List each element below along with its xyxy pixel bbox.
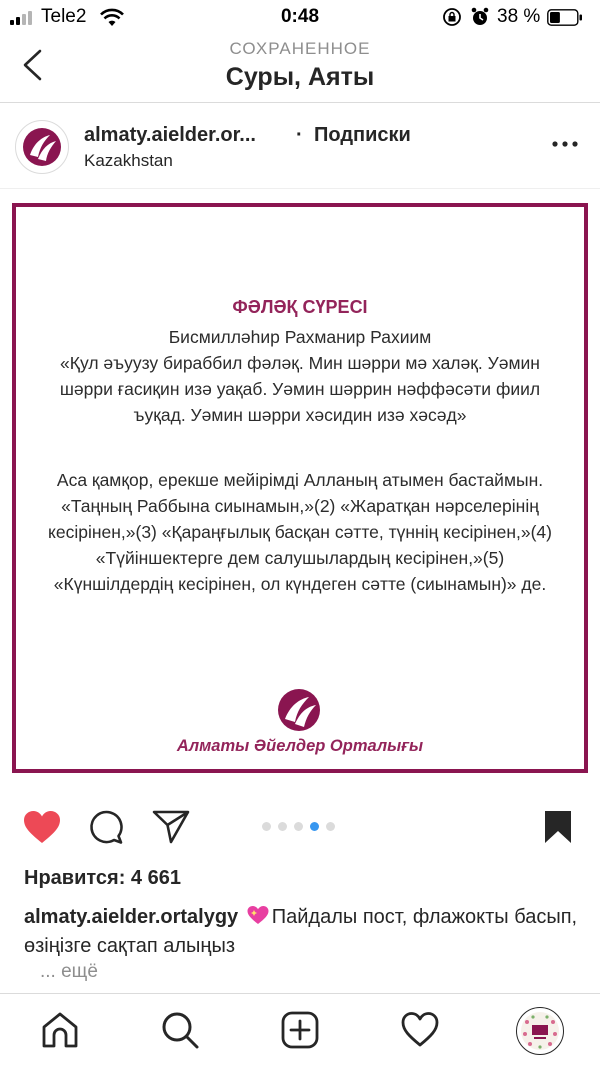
caption-more-link[interactable]: ... ещё bbox=[40, 961, 98, 982]
heart-filled-icon bbox=[24, 811, 60, 843]
add-post-icon bbox=[283, 1013, 317, 1047]
tab-bar-divider bbox=[0, 993, 600, 994]
tab-home[interactable] bbox=[40, 1010, 80, 1050]
status-time: 0:48 bbox=[280, 6, 320, 27]
org-logo-icon bbox=[275, 686, 323, 734]
post-author-avatar[interactable] bbox=[15, 120, 69, 174]
carousel-dot bbox=[326, 822, 335, 831]
alarm-icon bbox=[471, 7, 489, 27]
comment-button[interactable] bbox=[88, 809, 124, 845]
battery-percent: 38 % bbox=[497, 6, 541, 27]
carousel-dot bbox=[294, 822, 303, 831]
activity-heart-icon bbox=[403, 1014, 437, 1046]
sura-bismillah: Бисмилләһир Рахманир Рахиим bbox=[168, 327, 432, 347]
likes-count[interactable]: Нравится: 4 661 bbox=[24, 867, 181, 889]
separator-dot: · bbox=[296, 124, 303, 146]
org-name: Алматы Әйелдер Орталығы bbox=[176, 737, 424, 755]
search-icon bbox=[164, 1014, 197, 1047]
page-title: Суры, Аяты bbox=[225, 63, 375, 91]
bookmark-filled-icon bbox=[545, 811, 571, 843]
share-button[interactable] bbox=[152, 809, 190, 845]
header-divider bbox=[0, 102, 600, 103]
tab-search[interactable] bbox=[160, 1010, 200, 1050]
caption-text: Пайдалы пост, флажокты басып, өзіңізге сақтап алыңыз bbox=[24, 906, 578, 957]
tab-new-post[interactable] bbox=[280, 1010, 320, 1050]
carousel-dot bbox=[262, 822, 271, 831]
post-header-divider bbox=[0, 188, 600, 189]
sparkling-heart-icon bbox=[246, 905, 270, 925]
comment-icon bbox=[91, 812, 121, 842]
following-button[interactable]: Подписки bbox=[314, 124, 411, 146]
sura-translation: Аса қамқор, ерекше мейірімді Алланың атымен бастаймын. «Таңның Раббына сиынамын,»(2) «Жаратқан нәрселерінің кесірінен,»(3) «Қараңғылық басқан сәтте, түннің кесірінен,»(4) «Түйіншектерге дем салушылардың кесірінен,»(5) «Күншілдердің кесірінен, ол күндеген сәтте (сиынамын)» де. bbox=[48, 470, 552, 594]
tab-profile[interactable] bbox=[516, 1007, 564, 1055]
sura-arabic-transliteration: «Қул әъуузу бираббил фәләқ. Мин шәрри мә халәқ. Уәмин шәрри ғасиқин изә уақаб. Уәмин шәррин нәффәсәти фиил ъуқад. Уәмин шәрри хәсидин изә хәсәд» bbox=[59, 353, 541, 425]
rotation-lock-icon bbox=[442, 7, 462, 27]
header-subtitle: СОХРАНЕННОЕ bbox=[229, 39, 371, 58]
carousel-dot bbox=[310, 822, 319, 831]
tab-activity[interactable] bbox=[400, 1010, 440, 1050]
home-icon bbox=[44, 1014, 76, 1046]
caption-username[interactable]: almaty.aielder.ortalygy bbox=[24, 906, 239, 928]
like-button[interactable] bbox=[22, 809, 62, 845]
more-horizontal-icon bbox=[552, 141, 577, 146]
battery-icon bbox=[547, 9, 583, 26]
post-author-username[interactable]: almaty.aielder.or... bbox=[84, 124, 256, 146]
sura-title: ФӘЛӘҚ СҮРЕСІ bbox=[232, 297, 368, 317]
post-caption bbox=[24, 903, 584, 961]
status-bar bbox=[0, 0, 600, 34]
carousel-indicator bbox=[262, 822, 342, 832]
profile-avatar-icon bbox=[517, 1008, 563, 1054]
save-button[interactable] bbox=[543, 809, 573, 845]
paper-plane-icon bbox=[154, 812, 188, 842]
post-image[interactable] bbox=[12, 203, 588, 773]
carrier-name: Tele2 bbox=[41, 6, 87, 27]
org-logo-icon bbox=[16, 121, 68, 173]
more-options-button[interactable] bbox=[548, 134, 582, 154]
carousel-dot bbox=[278, 822, 287, 831]
post-location[interactable]: Kazakhstan bbox=[84, 151, 173, 170]
